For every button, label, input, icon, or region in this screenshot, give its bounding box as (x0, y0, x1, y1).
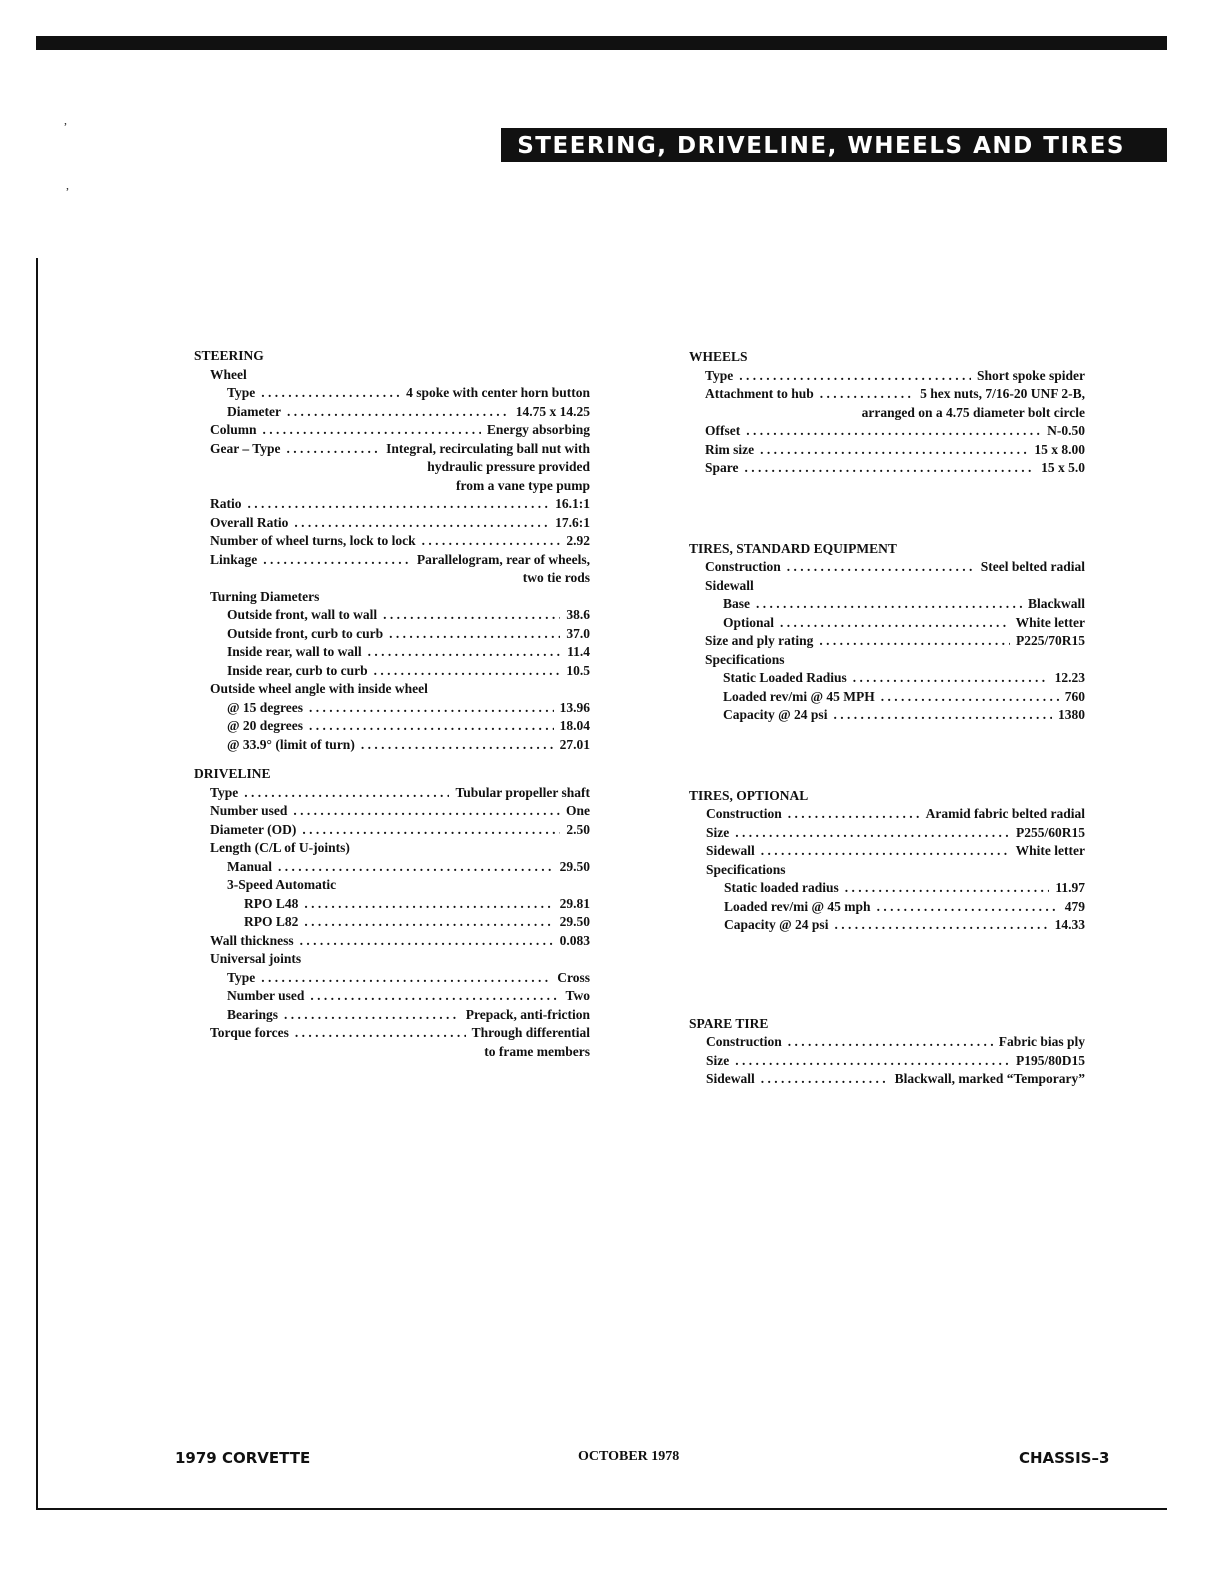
right-column (689, 348, 1085, 1089)
spec-value: 27.01 (559, 736, 590, 752)
spec-label: Construction (706, 1034, 782, 1049)
spec-label: Capacity @ 24 psi (724, 917, 829, 932)
dot-leader (833, 706, 1052, 725)
spec-continuation: to frame members (484, 1043, 590, 1059)
dot-leader (383, 606, 560, 625)
spec-label: RPO L48 (244, 895, 299, 911)
spec-label: Loaded rev/mi @ 45 MPH (723, 688, 875, 704)
spec-label: Inside rear, wall to wall (227, 644, 362, 659)
dot-leader (760, 441, 1028, 460)
spec-label: Size (706, 824, 730, 840)
wheels-section (689, 348, 1085, 478)
spec-label: Column (210, 422, 257, 437)
left-column (194, 347, 590, 1061)
subheading-turning-diameters: Turning Diameters (210, 588, 320, 604)
spec-label: Number of wheel turns, lock to lock (210, 533, 416, 548)
spec-label: Bearings (227, 1006, 279, 1022)
angle-specs (210, 699, 590, 755)
spec-label: Number used (210, 803, 288, 818)
spec-value: 15 x 5.0 (1041, 460, 1085, 475)
spec-row (227, 625, 590, 644)
spec-row (724, 879, 1085, 898)
spec-row (706, 824, 1085, 843)
spec-row (227, 699, 590, 718)
spec-row (705, 367, 1085, 386)
spec-label: @ 33.9° (limit of turn) (227, 736, 355, 752)
spec-label: Wall thickness (210, 932, 294, 948)
spec-value: 0.083 (559, 932, 590, 948)
spec-label: Loaded rev/mi @ 45 mph (724, 898, 871, 914)
page-title-banner: STEERING, DRIVELINE, WHEELS AND TIRES (501, 128, 1167, 162)
spec-row (723, 706, 1085, 725)
spec-row (705, 459, 1085, 478)
spec-label: Rim size (705, 441, 755, 457)
spec-row (227, 717, 590, 736)
dot-leader (294, 514, 549, 533)
dot-leader (295, 1024, 466, 1043)
spec-label: Construction (706, 806, 782, 821)
dot-leader (261, 384, 400, 403)
spec-label: Ratio (210, 496, 242, 511)
dot-leader (761, 842, 1010, 861)
dot-leader (819, 632, 1010, 651)
spec-label: Overall Ratio (210, 514, 289, 530)
spec-row (724, 916, 1085, 935)
spec-row (227, 643, 590, 662)
spec-label: Spare (705, 460, 739, 475)
dot-leader (263, 551, 411, 570)
subheading-specifications: Specifications (705, 651, 785, 667)
spec-value: Blackwall (1027, 596, 1085, 611)
spec-value: 13.96 (559, 699, 590, 715)
spec-row (210, 821, 590, 840)
tire-specifications (706, 879, 1085, 935)
spec-row (227, 987, 590, 1006)
spec-row (244, 913, 590, 932)
dot-leader (248, 495, 550, 514)
dot-leader (881, 688, 1059, 707)
spec-label: Outside front, wall to wall (227, 607, 378, 622)
spec-value: Two (565, 988, 590, 1003)
spec-label: Size (706, 1052, 730, 1068)
subheading-sidewall: Sidewall (705, 577, 754, 593)
spec-row (705, 385, 1085, 404)
spec-value: Aramid fabric belted radial (925, 806, 1085, 821)
dot-leader (287, 403, 510, 422)
spec-row (706, 842, 1085, 861)
spec-label: Gear – Type (210, 440, 281, 456)
driveline-section (194, 765, 590, 1061)
spec-continuation: from a vane type pump (455, 477, 590, 493)
spec-label: Static loaded radius (724, 880, 839, 895)
spec-row (210, 440, 590, 459)
spec-row (705, 558, 1085, 577)
section-title-tires-standard: TIRES, STANDARD EQUIPMENT (689, 540, 897, 556)
spec-label: Manual (227, 858, 273, 874)
spec-row (227, 403, 590, 422)
tires-standard-section (689, 540, 1085, 725)
footer-page-number: CHASSIS–3 (1019, 1449, 1110, 1467)
spec-row (705, 632, 1085, 651)
top-rule (36, 36, 1167, 50)
spec-row (723, 595, 1085, 614)
dot-leader (287, 440, 381, 459)
dot-leader (244, 784, 449, 803)
dot-leader (309, 717, 554, 736)
spare-tire-body (689, 1033, 1085, 1089)
spec-value: Parallelogram, rear of wheels, (416, 551, 590, 567)
spec-label: Size and ply rating (705, 633, 814, 648)
spec-label: Sidewall (706, 1071, 755, 1086)
spec-row (210, 495, 590, 514)
spec-label: Linkage (210, 551, 258, 567)
subheading-specifications: Specifications (706, 861, 786, 877)
dot-leader (745, 459, 1036, 478)
spec-row (210, 514, 590, 533)
spec-row (724, 898, 1085, 917)
spec-row (227, 969, 590, 988)
spec-row (210, 784, 590, 803)
spec-value: 479 (1064, 898, 1085, 914)
spec-value: 37.0 (566, 625, 590, 641)
spec-label: @ 20 degrees (227, 718, 304, 733)
spec-label: Capacity @ 24 psi (723, 707, 828, 722)
spec-value: P225/70R15 (1016, 633, 1085, 648)
dot-leader (788, 805, 920, 824)
dot-leader (820, 385, 914, 404)
spec-continuation: hydraulic pressure provided (427, 459, 590, 474)
spec-value: 4 spoke with center horn button (406, 385, 590, 400)
spec-row (706, 1033, 1085, 1052)
steering-section (194, 347, 590, 754)
spec-value: Steel belted radial (980, 559, 1085, 574)
dot-leader (304, 913, 553, 932)
spec-label: Attachment to hub (705, 386, 814, 401)
spec-value: 16.1:1 (555, 496, 590, 511)
dot-leader (361, 736, 554, 755)
sidewall-specs (705, 595, 1085, 632)
scan-speck: , (66, 178, 69, 192)
spec-value: 14.33 (1054, 917, 1085, 932)
spec-value: 12.23 (1054, 670, 1085, 685)
spec-value: 29.50 (559, 914, 590, 929)
turning-specs (210, 606, 590, 680)
tires-optional-section (689, 787, 1085, 935)
ujoint-specs (210, 969, 590, 1025)
steering-body (194, 366, 590, 755)
spec-value: 2.50 (566, 821, 590, 837)
spec-row (723, 614, 1085, 633)
spec-row (227, 1006, 590, 1025)
spec-row (227, 662, 590, 681)
spec-row (706, 805, 1085, 824)
spec-row (227, 736, 590, 755)
dot-leader (877, 898, 1059, 917)
spec-row (210, 421, 590, 440)
spec-label: Base (723, 596, 750, 611)
spec-value: 11.4 (567, 644, 590, 659)
spec-value: 14.75 x 14.25 (515, 403, 590, 419)
spec-row (723, 669, 1085, 688)
spec-row (244, 895, 590, 914)
dot-leader (739, 367, 971, 386)
spec-label: Offset (705, 423, 741, 438)
spec-row (210, 532, 590, 551)
spec-value: One (565, 803, 590, 818)
spec-row (705, 441, 1085, 460)
dot-leader (304, 895, 553, 914)
spec-label: Outside front, curb to curb (227, 625, 384, 641)
spec-value: Blackwall, marked “Temporary” (894, 1071, 1085, 1086)
footer-date: OCTOBER 1978 (578, 1449, 680, 1464)
spec-continuation: arranged on a 4.75 diameter bolt circle (861, 404, 1085, 420)
spec-row (210, 932, 590, 951)
dot-leader (761, 1070, 889, 1089)
spec-value: 760 (1064, 688, 1085, 704)
driveline-body (194, 784, 590, 1062)
dot-leader (374, 662, 561, 681)
spec-value: Short spoke spider (976, 367, 1085, 383)
spec-value: 38.6 (566, 607, 590, 622)
spec-value: 2.92 (566, 533, 590, 548)
spec-value: White letter (1015, 843, 1085, 858)
spec-value: 29.81 (559, 895, 590, 911)
dot-leader (263, 421, 481, 440)
spec-value: 10.5 (566, 662, 590, 678)
scan-speck: , (64, 113, 67, 127)
spec-label: Optional (723, 614, 775, 630)
spec-label: Construction (705, 559, 781, 574)
spec-row (210, 802, 590, 821)
spec-row (227, 606, 590, 625)
tire-specifications (705, 669, 1085, 725)
dot-leader (780, 614, 1010, 633)
dot-leader (853, 669, 1049, 688)
spec-continuation: two tie rods (522, 570, 590, 585)
dot-leader (261, 969, 551, 988)
section-title-steering: STEERING (194, 348, 264, 363)
spec-label: Diameter (227, 403, 281, 419)
spec-value: 18.04 (559, 718, 590, 733)
spec-value: Tubular propeller shaft (455, 784, 590, 800)
dot-leader (293, 802, 560, 821)
section-title-wheels: WHEELS (689, 349, 748, 364)
spec-row (705, 422, 1085, 441)
dot-leader (788, 1033, 993, 1052)
dot-leader (278, 858, 554, 877)
spec-row (706, 1070, 1085, 1089)
spec-row (227, 384, 590, 403)
subheading-wheel: Wheel (210, 366, 247, 382)
spec-value: N-0.50 (1047, 423, 1085, 438)
length-specs (210, 858, 590, 932)
spec-row (210, 551, 590, 570)
spec-value: Integral, recirculating ball nut with (386, 440, 590, 456)
spec-label: @ 15 degrees (227, 699, 304, 715)
dot-leader (309, 699, 554, 718)
spec-label: RPO L82 (244, 914, 299, 929)
spec-row (723, 688, 1085, 707)
spec-value: Fabric bias ply (998, 1034, 1085, 1049)
section-title-tires-optional: TIRES, OPTIONAL (689, 787, 809, 803)
spec-label: Diameter (OD) (210, 821, 297, 837)
spec-row (210, 1024, 590, 1043)
subheading-automatic: 3-Speed Automatic (227, 877, 337, 892)
spec-value: P195/80D15 (1016, 1052, 1085, 1068)
spec-row (706, 1052, 1085, 1071)
tires-standard-body (689, 558, 1085, 725)
dot-leader (845, 879, 1050, 898)
dot-leader (787, 558, 975, 577)
spec-value: 5 hex nuts, 7/16-20 UNF 2-B, (920, 386, 1085, 401)
spec-value: 17.6:1 (555, 514, 590, 530)
spec-label: Type (227, 385, 256, 400)
spec-value: White letter (1015, 614, 1085, 630)
dot-leader (756, 595, 1022, 614)
spec-value: 29.50 (559, 858, 590, 874)
section-title-driveline: DRIVELINE (194, 766, 271, 781)
spec-label: Type (210, 784, 239, 800)
spec-value: Cross (557, 969, 590, 985)
spec-label: Type (227, 969, 256, 985)
wheel-specs (210, 384, 590, 421)
dot-leader (422, 532, 561, 551)
spec-label: Type (705, 367, 734, 383)
spec-value: Energy absorbing (486, 422, 590, 437)
spec-label: Torque forces (210, 1025, 289, 1040)
spec-row (227, 858, 590, 877)
spec-label: Sidewall (706, 843, 755, 858)
wheels-body (689, 367, 1085, 478)
footer-model: 1979 CORVETTE (175, 1449, 311, 1467)
dot-leader (284, 1006, 460, 1025)
subheading-length: Length (C/L of U-joints) (210, 840, 350, 855)
dot-leader (302, 821, 560, 840)
spec-label: Inside rear, curb to curb (227, 662, 368, 678)
spare-tire-section (689, 1015, 1085, 1089)
section-title-spare-tire: SPARE TIRE (689, 1015, 769, 1031)
spec-label: Number used (227, 988, 305, 1003)
dot-leader (310, 987, 559, 1006)
spec-value: 11.97 (1055, 880, 1085, 895)
dot-leader (834, 916, 1048, 935)
spec-value: P255/60R15 (1016, 824, 1085, 840)
dot-leader (368, 643, 561, 662)
bottom-rule (36, 1508, 1167, 1510)
subheading-wheel-angle: Outside wheel angle with inside wheel (210, 681, 428, 696)
dot-leader (735, 824, 1010, 843)
left-margin-rule (36, 258, 38, 1510)
spec-value: Prepack, anti-friction (465, 1006, 590, 1022)
subheading-universal-joints: Universal joints (210, 951, 302, 966)
dot-leader (735, 1052, 1010, 1071)
spec-value: 15 x 8.00 (1034, 441, 1085, 457)
tires-optional-body (689, 805, 1085, 935)
spec-label: Static Loaded Radius (723, 670, 847, 685)
spec-value: 1380 (1058, 707, 1085, 722)
dot-leader (746, 422, 1041, 441)
spec-value: Through differential (471, 1025, 590, 1040)
dot-leader (300, 932, 554, 951)
automatic-specs (227, 895, 590, 932)
dot-leader (389, 625, 560, 644)
